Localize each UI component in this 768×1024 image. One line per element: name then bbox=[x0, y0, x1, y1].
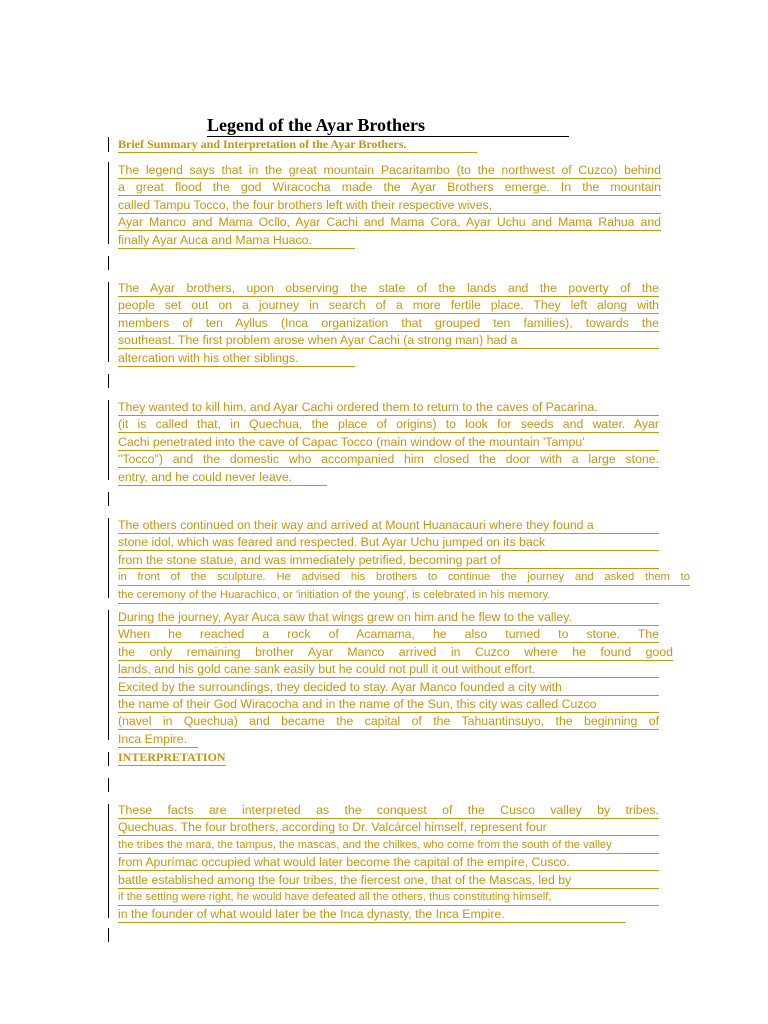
text-line: Cachi penetrated into the cave of Capac Tocco (main window of the mountain 'Tampu' bbox=[118, 435, 659, 451]
revision-bar bbox=[108, 778, 109, 792]
revision-bar bbox=[108, 162, 109, 244]
text-line: entry, and he could never leave. bbox=[118, 470, 327, 486]
text-line: the ceremony of the Huarachico, or 'initiation of the young', is celebrated in his memory. bbox=[118, 588, 659, 604]
text-line: battle established among the four tribes, the fiercest one, that of the Mascas, led by bbox=[118, 873, 659, 889]
text-line: The others continued on their way and arrived at Mount Huanacauri where they found a bbox=[118, 518, 659, 534]
text-line: in front of the sculpture. He advised his brothers to continue the journey and asked them to bbox=[118, 570, 690, 586]
text-line: The legend says that in the great mountain Pacaritambo (to the northwest of Cuzco) behind bbox=[118, 163, 661, 177]
paragraph-6 bbox=[118, 803, 659, 925]
text-line: a great flood the god Wiracocha made the Ayar Brothers emerge. In the mountain bbox=[118, 180, 661, 195]
revision-bar bbox=[108, 374, 109, 388]
revision-bar bbox=[108, 256, 109, 270]
text-line: southeast. The first problem arose when Ayar Cachi (a strong man) had a bbox=[118, 333, 659, 349]
revision-bar bbox=[108, 518, 109, 598]
text-line: from Apurímac occupied what would later become the capital of the empire, Cusco. bbox=[118, 855, 659, 871]
revision-bar bbox=[108, 610, 109, 740]
text-line: the tribes the mara, the tampus, the mascas, and the chilkes, who come from the south of the valley bbox=[118, 838, 659, 854]
text-line: These facts are interpreted as the conquest of the Cusco valley by tribes. bbox=[118, 803, 659, 817]
text-line: Inca Empire. bbox=[118, 732, 198, 748]
text-line: members of ten Ayllus (Inca organization that grouped ten families), towards the bbox=[118, 315, 659, 330]
interpretation-heading: INTERPRETATION bbox=[118, 750, 226, 764]
text-line: Excited by the surroundings, they decided to stay. Ayar Manco founded a city with bbox=[118, 680, 659, 696]
text-line: Quechuas. The four brothers, according to Dr. Valcárcel himself, represent four bbox=[118, 820, 659, 836]
text-line: the name of their God Wiracocha and in the name of the Sun, this city was called Cuzco bbox=[118, 697, 659, 713]
text-line: if the setting were right, he would have defeated all the others, thus constituting himself, bbox=[118, 890, 659, 906]
text-line: They wanted to kill him, and Ayar Cachi ordered them to return to the caves of Pacarina. bbox=[118, 400, 659, 416]
paragraph-4 bbox=[118, 518, 690, 605]
revision-bar bbox=[108, 928, 109, 942]
revision-bar bbox=[108, 492, 109, 506]
revision-bar bbox=[108, 137, 109, 152]
text-line: During the journey, Ayar Auca saw that wings grew on him and he flew to the valley. bbox=[118, 610, 659, 626]
text-line: the only remaining brother Ayar Manco arrived in Cuzco where he found good bbox=[118, 644, 673, 659]
page-title: Legend of the Ayar Brothers bbox=[207, 114, 569, 137]
text-line: stone idol, which was feared and respected. But Ayar Uchu jumped on its back bbox=[118, 535, 659, 551]
text-line: Ayar Manco and Mama Ocllo, Ayar Cachi and Mama Cora, Ayar Uchu and Mama Rahua and bbox=[118, 215, 661, 230]
revision-bar bbox=[108, 282, 109, 362]
paragraph-1 bbox=[118, 163, 661, 250]
text-line: finally Ayar Auca and Mama Huaco. bbox=[118, 233, 355, 249]
text-line: called Tampu Tocco, the four brothers left with their respective wives, bbox=[118, 198, 661, 214]
text-line: people set out on a journey in search of a more fertile place. They left along with bbox=[118, 298, 659, 313]
paragraph-2 bbox=[118, 281, 659, 368]
text-line: The Ayar brothers, upon observing the state of the lands and the poverty of the bbox=[118, 281, 659, 295]
subtitle: Brief Summary and Interpretation of the Ayar Brothers. bbox=[118, 137, 477, 153]
text-line: in the founder of what would later be the Inca dynasty, the Inca Empire. bbox=[118, 907, 626, 923]
text-line: altercation with his other siblings. bbox=[118, 351, 355, 367]
text-line: (navel in Quechua) and became the capital of the Tahuantinsuyo, the beginning of bbox=[118, 714, 659, 729]
text-line: lands, and his gold cane sank easily but he could not pull it out without effort. bbox=[118, 662, 659, 678]
text-line: When he reached a rock of Acamama, he also turned to stone. The bbox=[118, 627, 659, 642]
revision-bar bbox=[108, 752, 109, 766]
revision-bar bbox=[108, 400, 109, 480]
text-line: from the stone statue, and was immediately petrified, becoming part of bbox=[118, 553, 659, 569]
paragraph-3 bbox=[118, 400, 659, 487]
text-line: "Tocco") and the domestic who accompanied him closed the door with a large stone. bbox=[118, 452, 659, 467]
text-line: (it is called that, in Quechua, the place of origins) to look for seeds and water. Ayar bbox=[118, 417, 659, 432]
paragraph-5 bbox=[118, 610, 673, 749]
revision-bar bbox=[108, 804, 109, 918]
